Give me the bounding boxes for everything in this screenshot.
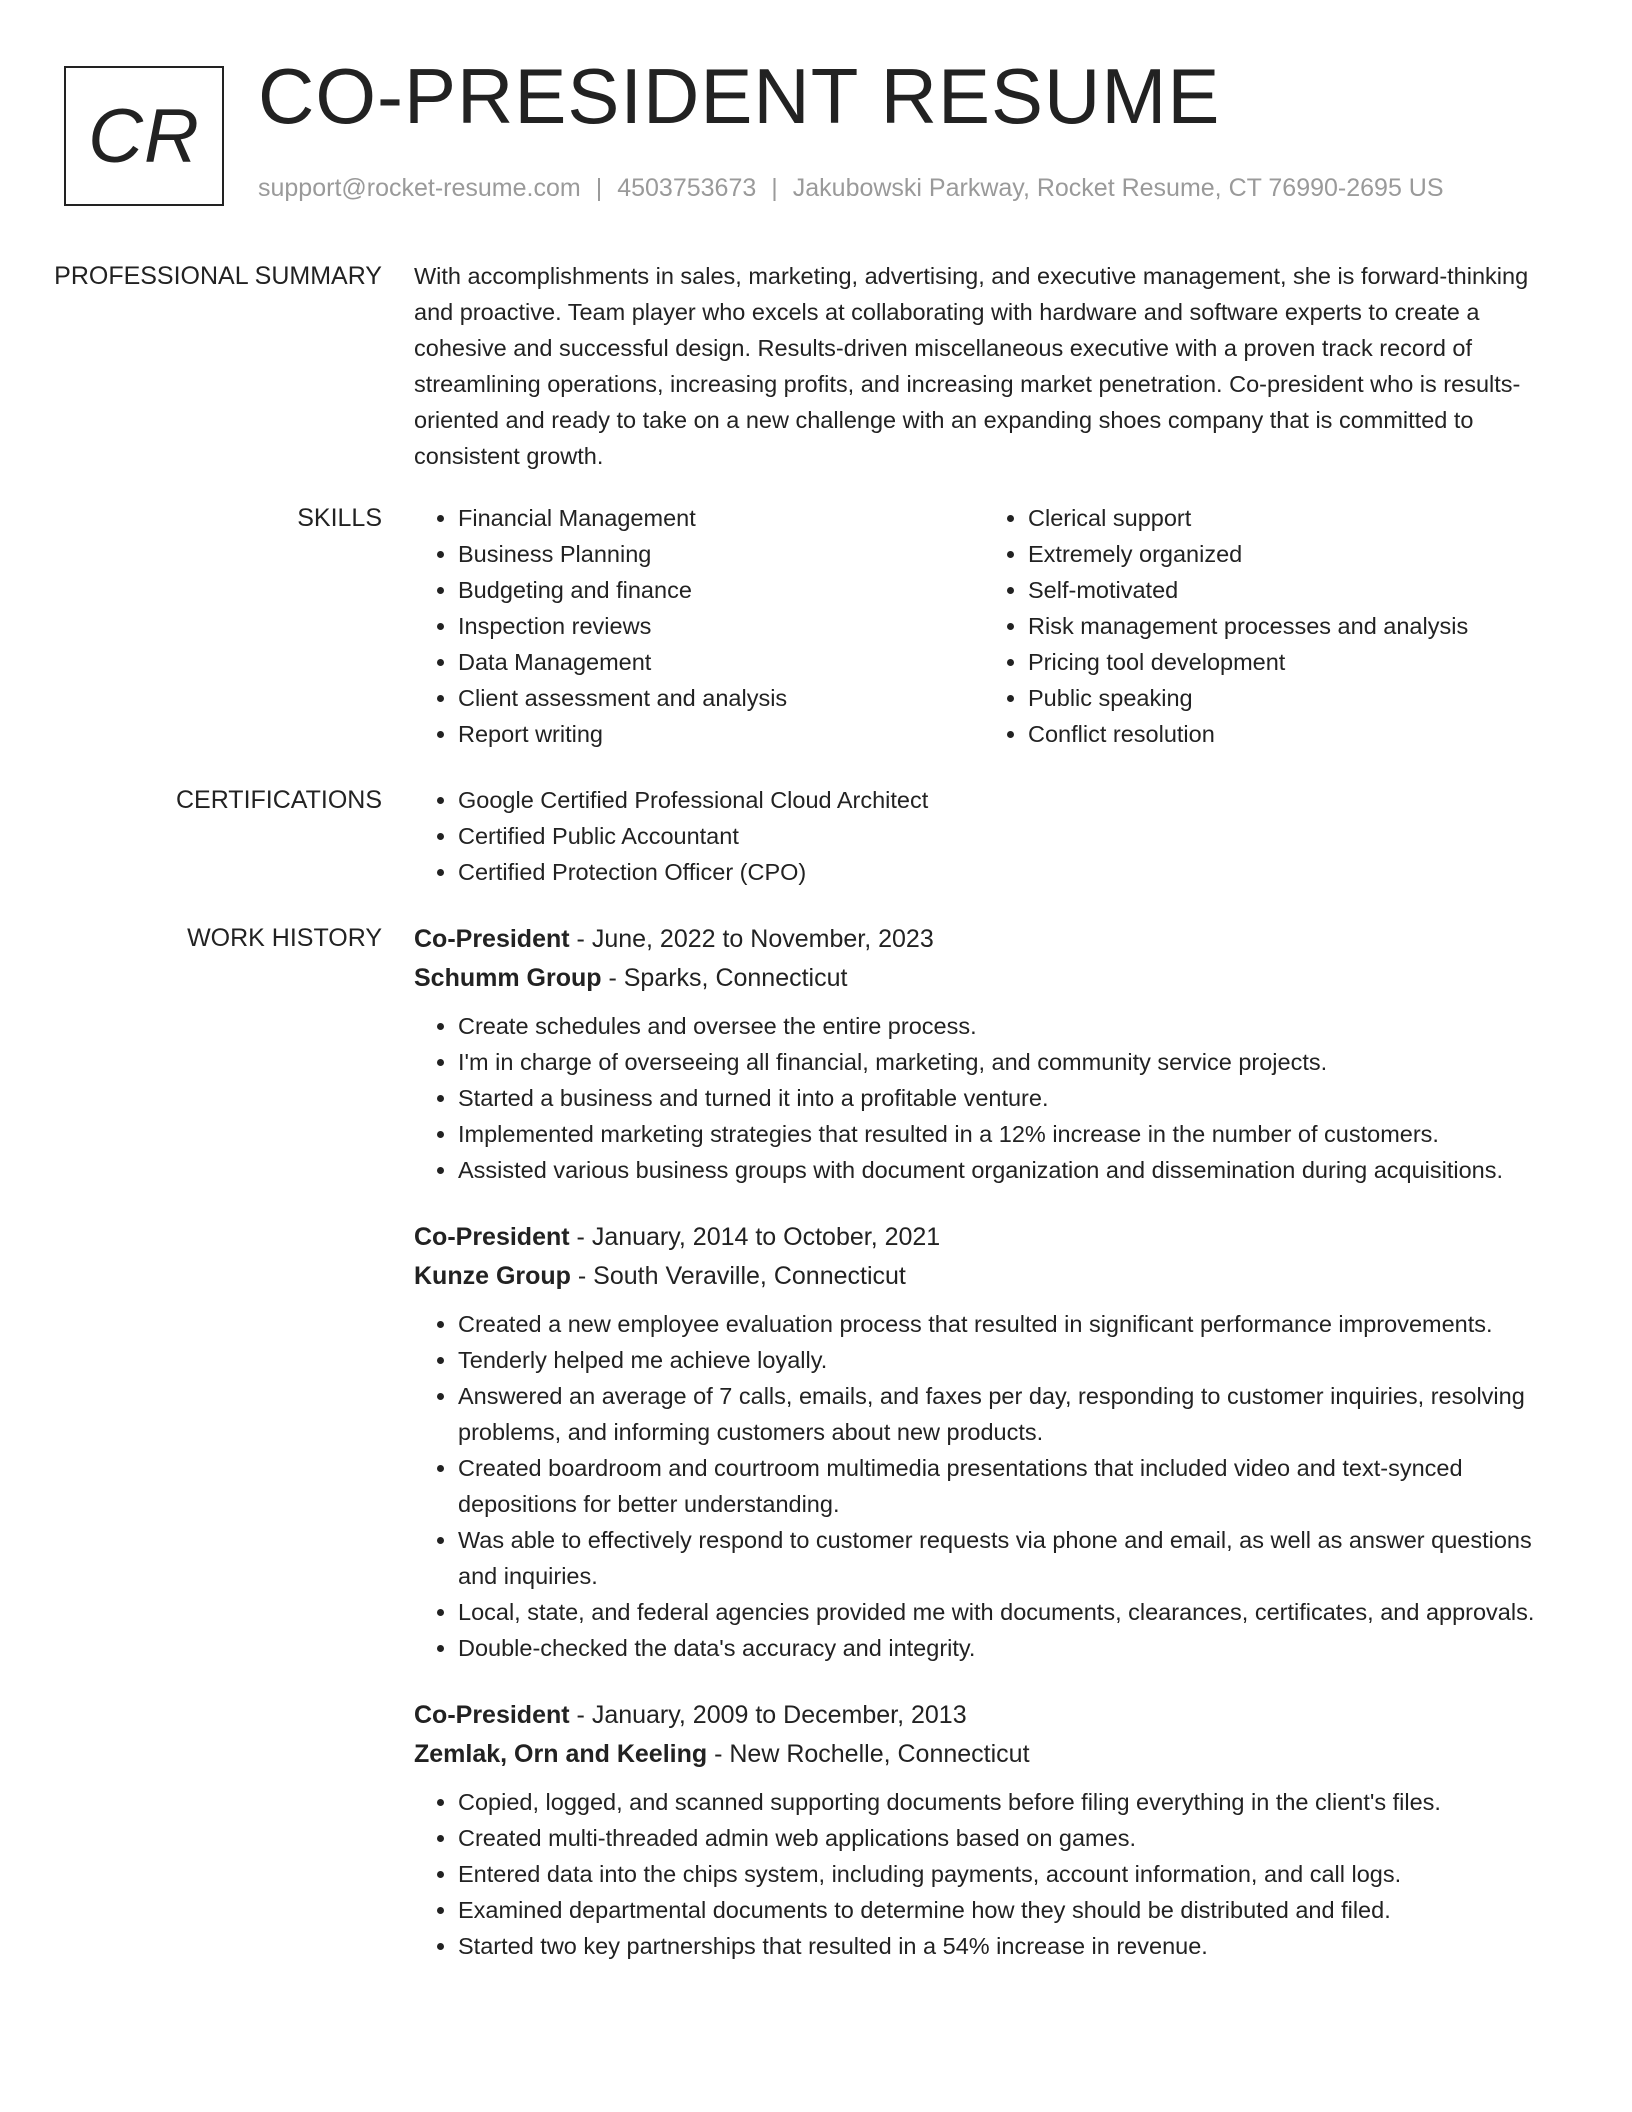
list-item: • Create schedules and oversee the entire process. bbox=[458, 1008, 1554, 1044]
skills-section bbox=[0, 500, 1632, 752]
job-title: Co-President bbox=[414, 925, 570, 953]
job-bullets bbox=[414, 1008, 1554, 1188]
list-item: • Inspection reviews bbox=[458, 608, 984, 644]
list-item: • Copied, logged, and scanned supporting documents before filing everything in the client's files. bbox=[458, 1784, 1554, 1820]
contact-separator: | bbox=[595, 174, 603, 202]
job-bullets bbox=[414, 1306, 1554, 1666]
monogram-logo: CR bbox=[64, 66, 224, 206]
section-label-skills: SKILLS bbox=[297, 504, 382, 532]
resume-content bbox=[0, 258, 1632, 1994]
list-item: • Created a new employee evaluation process that resulted in significant performance improvements. bbox=[458, 1306, 1554, 1342]
certifications-list bbox=[414, 782, 1554, 890]
jobs-container bbox=[414, 920, 1554, 1994]
list-item: • Certified Public Accountant bbox=[458, 818, 1554, 854]
list-item: • Created multi-threaded admin web applications based on games. bbox=[458, 1820, 1554, 1856]
section-label-work-history: WORK HISTORY bbox=[187, 924, 382, 952]
list-item: • Report writing bbox=[458, 716, 984, 752]
list-item: • Clerical support bbox=[1028, 500, 1554, 536]
job-location: - South Veraville, Connecticut bbox=[577, 1262, 906, 1290]
list-item: • Risk management processes and analysis bbox=[1028, 608, 1554, 644]
list-item: • Double-checked the data's accuracy and integrity. bbox=[458, 1630, 1554, 1666]
job-title-line bbox=[414, 1696, 1554, 1735]
job-company-line bbox=[414, 1735, 1554, 1774]
list-item: • Extremely organized bbox=[1028, 536, 1554, 572]
list-item: • Financial Management bbox=[458, 500, 984, 536]
certifications-section bbox=[0, 782, 1632, 890]
list-item: • Self-motivated bbox=[1028, 572, 1554, 608]
job-title-line bbox=[414, 1218, 1554, 1257]
contact-email: support@rocket-resume.com bbox=[258, 174, 581, 202]
section-label-summary: PROFESSIONAL SUMMARY bbox=[54, 262, 382, 290]
contact-line bbox=[258, 174, 1444, 203]
section-label-certifications: CERTIFICATIONS bbox=[175, 786, 382, 814]
list-item: • Pricing tool development bbox=[1028, 644, 1554, 680]
job-location: - Sparks, Connecticut bbox=[608, 964, 848, 992]
contact-separator: | bbox=[771, 174, 778, 202]
summary-text: With accomplishments in sales, marketing, advertising, and executive management, she is forward-thinking and proactive. Team player who excels at collaborating with hardware and software experts to create a cohesive and successful design. Results-driven miscellaneous executive with a proven track record of streamlining operations, increasing profits, and increasing market penetration. Co-president who is results-oriented and ready to take on a new challenge with an expanding shoes company that is committed to consistent growth. bbox=[414, 263, 1529, 469]
job-company-line bbox=[414, 1257, 1554, 1296]
list-item: • Examined departmental documents to determine how they should be distributed and filed. bbox=[458, 1892, 1554, 1928]
job-dates: - June, 2022 to November, 2023 bbox=[576, 925, 934, 953]
list-item: • Answered an average of 7 calls, emails, and faxes per day, responding to customer inquiries, resolving problems, and informing customers about new products. bbox=[458, 1378, 1554, 1450]
job-company: Schumm Group bbox=[414, 964, 602, 992]
list-item: • Conflict resolution bbox=[1028, 716, 1554, 752]
resume-title: CO-PRESIDENT RESUME bbox=[258, 52, 1221, 140]
job-company: Kunze Group bbox=[414, 1262, 571, 1290]
skills-list-right bbox=[984, 500, 1554, 752]
list-item: • Client assessment and analysis bbox=[458, 680, 984, 716]
job-dates: - January, 2014 to October, 2021 bbox=[576, 1223, 941, 1251]
job-company-line bbox=[414, 959, 1554, 998]
contact-address: Jakubowski Parkway, Rocket Resume, CT 76990-2695 US bbox=[792, 174, 1444, 202]
job-entry bbox=[414, 1696, 1554, 1964]
list-item: • Public speaking bbox=[1028, 680, 1554, 716]
job-title: Co-President bbox=[414, 1701, 570, 1729]
list-item: • I'm in charge of overseeing all financial, marketing, and community service projects. bbox=[458, 1044, 1554, 1080]
list-item: • Local, state, and federal agencies provided me with documents, clearances, certificates, and approvals. bbox=[458, 1594, 1554, 1630]
job-bullets bbox=[414, 1784, 1554, 1964]
summary-section bbox=[0, 258, 1632, 474]
skills-list-left bbox=[414, 500, 984, 752]
contact-phone: 4503753673 bbox=[617, 174, 757, 202]
list-item: • Tenderly helped me achieve loyally. bbox=[458, 1342, 1554, 1378]
list-item: • Created boardroom and courtroom multimedia presentations that included video and text-synced depositions for better understanding. bbox=[458, 1450, 1554, 1522]
work-history-section bbox=[0, 920, 1632, 1994]
list-item: • Started a business and turned it into a profitable venture. bbox=[458, 1080, 1554, 1116]
list-item: • Data Management bbox=[458, 644, 984, 680]
list-item: • Entered data into the chips system, including payments, account information, and call logs. bbox=[458, 1856, 1554, 1892]
job-title-line bbox=[414, 920, 1554, 959]
job-entry bbox=[414, 1218, 1554, 1666]
list-item: • Certified Protection Officer (CPO) bbox=[458, 854, 1554, 890]
job-title: Co-President bbox=[414, 1223, 570, 1251]
job-company: Zemlak, Orn and Keeling bbox=[414, 1740, 708, 1768]
list-item: • Started two key partnerships that resulted in a 54% increase in revenue. bbox=[458, 1928, 1554, 1964]
job-location: - New Rochelle, Connecticut bbox=[714, 1740, 1030, 1768]
job-dates: - January, 2009 to December, 2013 bbox=[576, 1701, 967, 1729]
list-item: • Google Certified Professional Cloud Architect bbox=[458, 782, 1554, 818]
list-item: • Business Planning bbox=[458, 536, 984, 572]
list-item: • Implemented marketing strategies that resulted in a 12% increase in the number of customers. bbox=[458, 1116, 1554, 1152]
list-item: • Was able to effectively respond to customer requests via phone and email, as well as answer questions and inquiries. bbox=[458, 1522, 1554, 1594]
list-item: • Budgeting and finance bbox=[458, 572, 984, 608]
job-entry bbox=[414, 920, 1554, 1188]
list-item: • Assisted various business groups with document organization and dissemination during acquisitions. bbox=[458, 1152, 1554, 1188]
